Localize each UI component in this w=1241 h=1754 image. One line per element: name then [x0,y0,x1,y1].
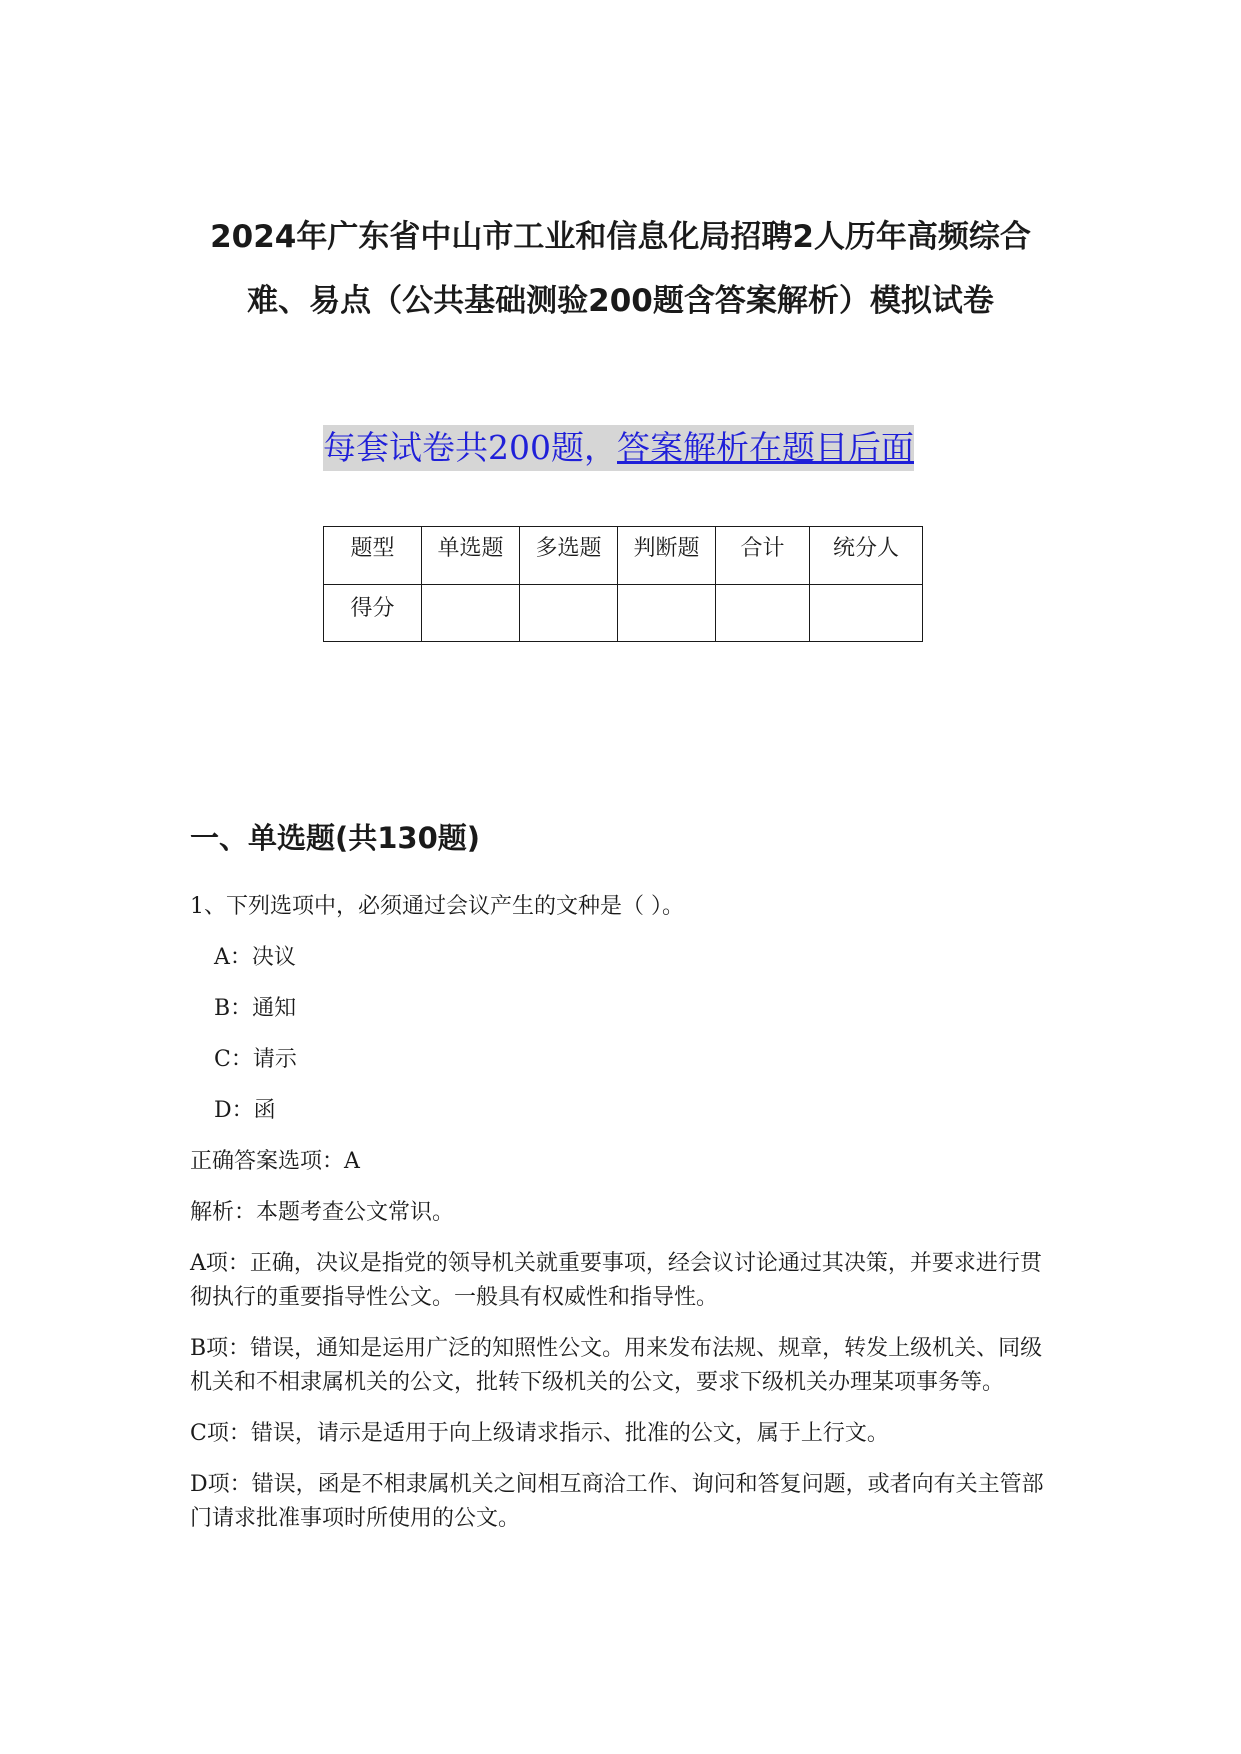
highlight-banner [323,425,914,471]
banner-text: 每套试卷共200题， [323,428,617,467]
title-line-2: 难、易点（公共基础测验200题含答案解析）模拟试卷 [247,283,994,319]
document-title [150,205,1091,333]
explanation-d: D项：错误，函是不相隶属机关之间相互商洽工作、询问和答复问题，或者向有关主管部门请求批准事项时所使用的公文。 [190,1472,1044,1531]
score-table-score-cell[interactable] [618,585,716,642]
score-table-score-cell[interactable] [716,585,810,642]
explanation-c: C项：错误，请示是适用于向上级请求指示、批准的公文，属于上行文。 [190,1421,889,1446]
option-d: D：函 [214,1098,276,1123]
option-c: C：请示 [214,1047,297,1072]
score-table-header-cell: 合计 [716,527,810,585]
score-table-header-row [324,527,923,585]
explanation-a: A项：正确，决议是指党的领导机关就重要事项，经会议讨论通过其决策，并要求进行贯彻执行的重要指导性公文。一般具有权威性和指导性。 [190,1251,1042,1310]
analysis-intro: 解析：本题考查公文常识。 [190,1200,455,1225]
score-table-row-label: 得分 [324,585,422,642]
score-table-header-cell: 判断题 [618,527,716,585]
score-table-header-cell: 单选题 [422,527,520,585]
question-stem: 1、下列选项中，必须通过会议产生的文种是（ ）。 [190,894,684,919]
score-table [323,526,923,642]
title-line-1: 2024年广东省中山市工业和信息化局招聘2人历年高频综合 [210,219,1031,255]
score-table-header-cell: 多选题 [520,527,618,585]
score-table-score-cell[interactable] [422,585,520,642]
option-b: B：通知 [214,996,297,1021]
explanation-b: B项：错误，通知是运用广泛的知照性公文。用来发布法规、规章，转发上级机关、同级机关和不相隶属机关的公文，批转下级机关的公文，要求下级机关办理某项事务等。 [190,1336,1043,1395]
question-block [190,890,1050,1536]
score-table-score-cell[interactable] [520,585,618,642]
correct-answer: 正确答案选项：A [190,1149,360,1174]
option-a: A：决议 [214,945,296,970]
score-table-score-row [324,585,923,642]
section-heading: 一、单选题(共130题) [190,821,481,855]
score-table-score-cell[interactable] [810,585,923,642]
banner-link[interactable]: 答案解析在题目后面 [617,428,914,467]
score-table-header-cell: 题型 [324,527,422,585]
score-table-header-cell: 统分人 [810,527,923,585]
